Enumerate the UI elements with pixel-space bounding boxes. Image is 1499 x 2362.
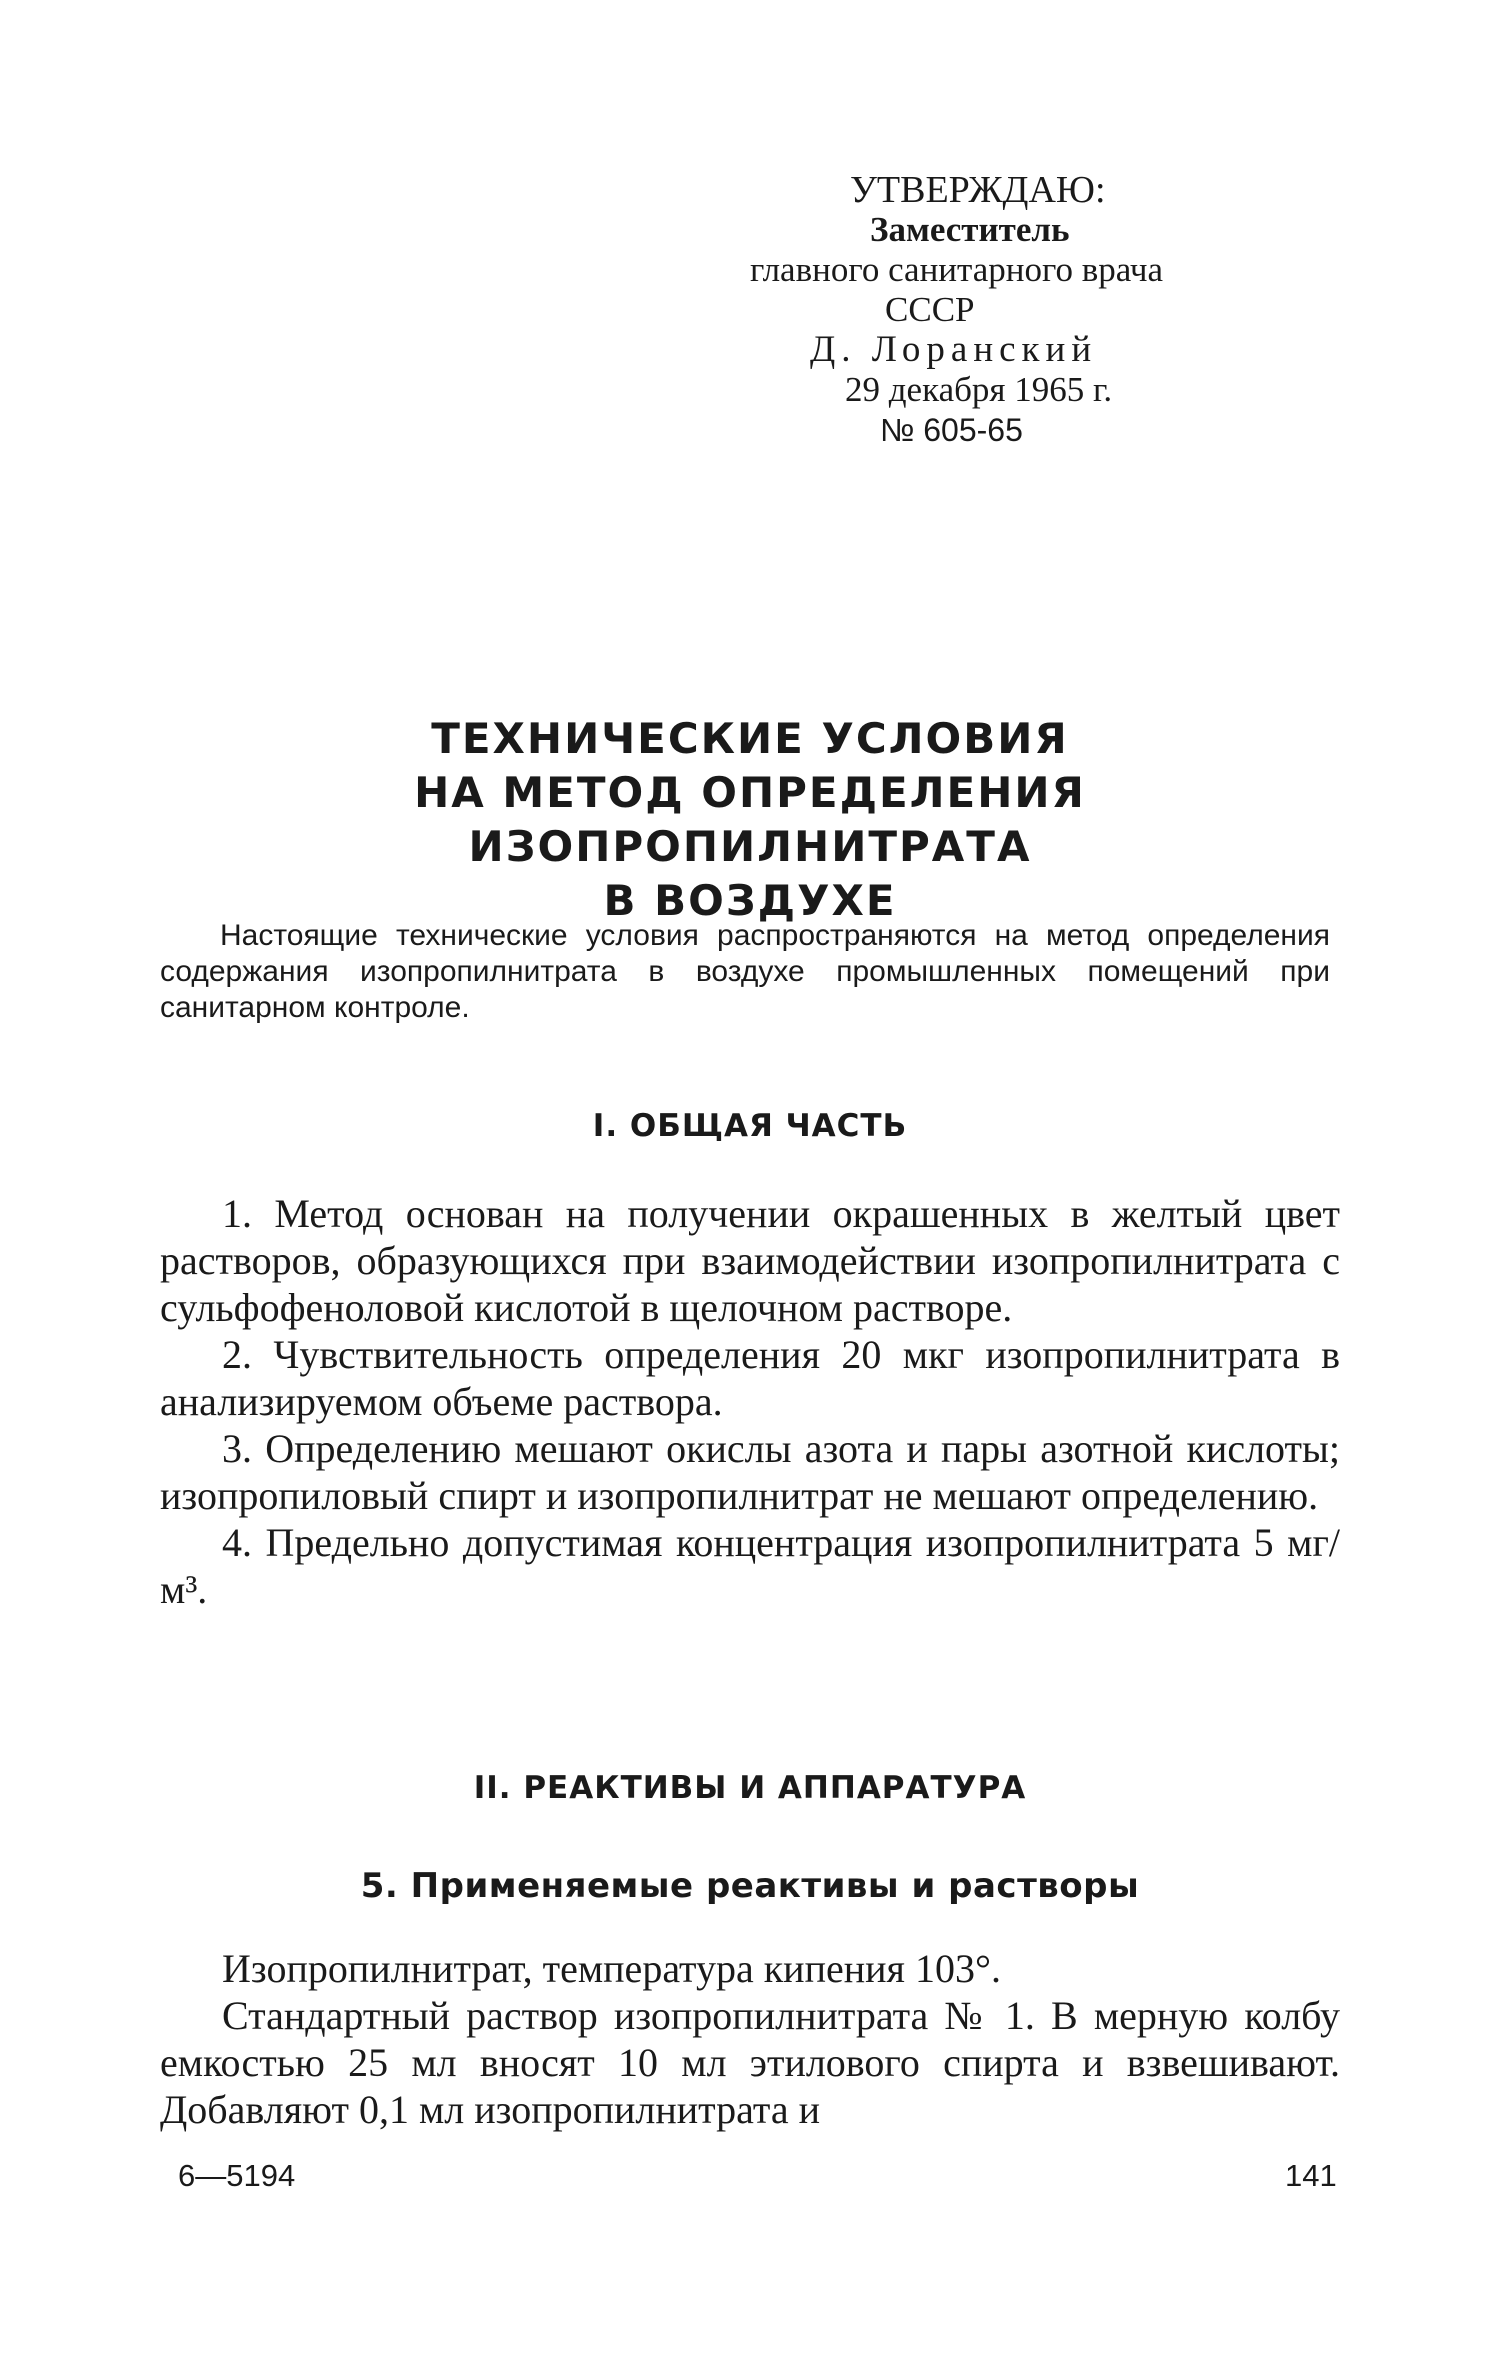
- clause-paragraph: 4. Предельно допустимая концентрация изопропилнитрата 5 мг/м³.: [160, 1520, 1340, 1612]
- approval-line: СССР: [885, 290, 975, 329]
- approval-line: Заместитель: [870, 210, 1070, 249]
- approval-line: главного санитарного врача: [750, 250, 1164, 289]
- intro-paragraph: [160, 918, 1330, 1026]
- intro-text: Настоящие технические условия распространяются на метод определения содержания изопропилнитрата в воздухе промышленных помещений при санитарном контроле.: [160, 919, 1330, 1024]
- section-heading-reagents: II. РЕАКТИВЫ И АППАРАТУРА: [473, 1770, 1027, 1806]
- reagent-paragraph: Изопропилнитрат, температура кипения 103°.: [222, 1946, 1001, 1991]
- approval-signatory: Д. Лоранский: [810, 329, 1098, 370]
- approval-date: 29 декабря 1965 г.: [845, 370, 1113, 409]
- title-line: ТЕХНИЧЕСКИЕ УСЛОВИЯ: [431, 714, 1069, 763]
- clause-paragraph: 1. Метод основан на получении окрашенных в желтый цвет растворов, образующихся при взаимодействии изопропилнитрата с сульфофеноловой кислотой в щелочном растворе.: [160, 1191, 1340, 1330]
- section-heading-general: I. ОБЩАЯ ЧАСТЬ: [592, 1108, 908, 1144]
- footer-signature-mark: 6—5194: [178, 2158, 296, 2193]
- clause-paragraph: 3. Определению мешают окислы азота и пары азотной кислоты; изопропиловый спирт и изопропилнитрат не мешают определению.: [160, 1426, 1340, 1518]
- document-title: [150, 712, 1350, 928]
- approval-number: № 605-65: [880, 412, 1023, 448]
- section-reagents-body: [160, 1945, 1340, 2133]
- clause-paragraph: 2. Чувствительность определения 20 мкг изопропилнитрата в анализируемом объеме раствора.: [160, 1332, 1340, 1424]
- approval-heading: УТВЕРЖДАЮ:: [850, 169, 1106, 211]
- title-line: НА МЕТОД ОПРЕДЕЛЕНИЯ ИЗОПРОПИЛНИТРАТА: [414, 768, 1086, 871]
- section-general-body: [160, 1190, 1340, 1613]
- reagent-paragraph: Стандартный раствор изопропилнитрата № 1. В мерную колбу емкостью 25 мл вносят 10 мл этилового спирта и взвешивают. Добавляют 0,1 мл изопропилнитрата и: [160, 1993, 1340, 2132]
- page-number: 141: [1285, 2158, 1337, 2193]
- approval-block: [740, 170, 1260, 450]
- title-line: В ВОЗДУХЕ: [603, 876, 897, 925]
- subsection-heading: 5. Применяемые реактивы и растворы: [360, 1866, 1140, 1906]
